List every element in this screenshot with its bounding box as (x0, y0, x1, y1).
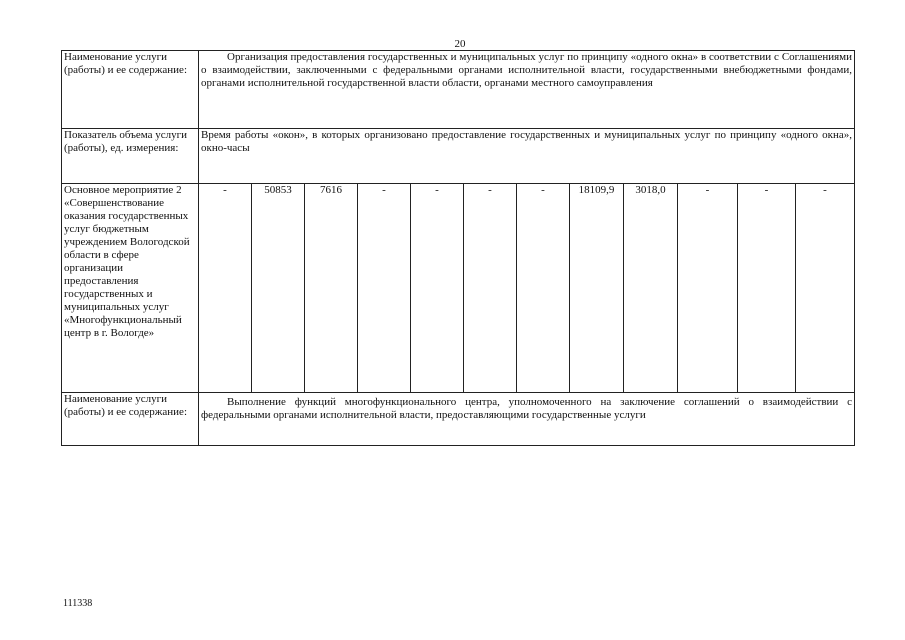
footer-code: 111338 (63, 598, 93, 609)
service-name-label-2: Наименование услуги (работы) и ее содержание: (62, 393, 199, 446)
value-cell: - (464, 184, 517, 393)
service-name-row-2 (62, 393, 855, 446)
value-cell: - (678, 184, 738, 393)
main-activity-label: Основное мероприятие 2 «Совершенствование оказания государственных услуг бюджетным учреждением Вологодской области в сфере организации предоставления государственных и муниципальных услуг «Многофункциональный центр в г. Вологде» (62, 184, 199, 393)
service-name-label: Наименование услуги (работы) и ее содержание: (62, 51, 199, 129)
service-name-description (199, 51, 855, 129)
value-cell: 18109,9 (570, 184, 624, 393)
page-number: 20 (454, 38, 466, 50)
value-cell: 3018,0 (624, 184, 678, 393)
volume-indicator-row (62, 129, 855, 184)
volume-indicator-label: Показатель объема услуги (работы), ед. измерения: (62, 129, 199, 184)
value-cell: - (411, 184, 464, 393)
value-cell: 7616 (305, 184, 358, 393)
value-cell: - (199, 184, 252, 393)
main-activity-row (62, 184, 855, 393)
value-cell: - (738, 184, 796, 393)
value-cell: - (796, 184, 855, 393)
value-cell: - (358, 184, 411, 393)
value-cell: - (517, 184, 570, 393)
service-name-text-2: Выполнение функций многофункционального центра, уполномоченного на заключение соглашений о взаимодействии с федеральными органами исполнительной власти, предоставляющими государственные услуги (201, 396, 853, 421)
volume-indicator-description: Время работы «окон», в которых организовано предоставление государственных и муниципальных услуг по принципу «одного окна», окно-часы (199, 129, 855, 184)
service-name-text: Организация предоставления государственных и муниципальных услуг по принципу «одного окна» в соответствии с Соглашениями о взаимодействии, заключенными с федеральными органами исполнительной власти, государственными внебюджетными фондами, органами исполнительной государственной власти области, органами местного самоуправления (201, 51, 853, 89)
service-name-description-2 (199, 393, 855, 446)
value-cell: 50853 (252, 184, 305, 393)
program-table (61, 50, 855, 446)
service-name-row (62, 51, 855, 129)
